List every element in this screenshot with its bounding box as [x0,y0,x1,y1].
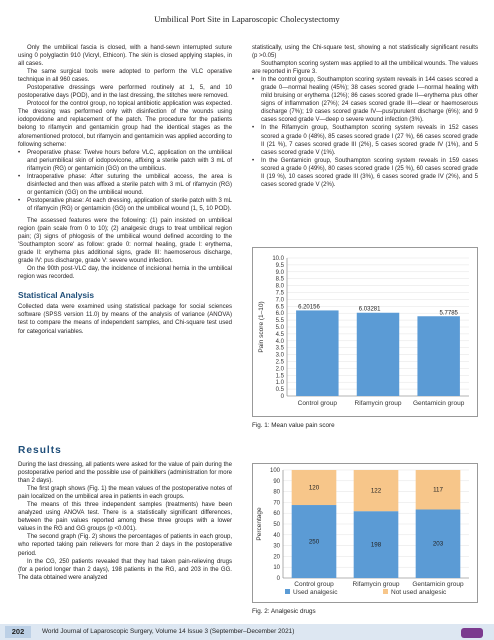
x-tick-label: Gentamicin group [413,400,465,407]
x-tick-label: Control group [294,581,334,588]
running-title: Umbilical Port Site in Laparoscopic Cholecystectomy [154,14,340,24]
legend-label: Used analgesic [293,589,338,596]
list-item: • In the Gentamicin group, Southampton scoring system reveals in 159 cases scored a grade 0 (49%), 80 cases scored grade I (25 %), 60 cases scored grade II (19 %), 10 cases scored grade III (3%), 6 cases scored grade IV (2%), and 5 cases scored grade V (2%). [252,157,478,189]
y-axis-title: Percentage [256,507,263,541]
data-label: 120 [308,484,320,492]
legend-label: Not used analgesic [391,589,447,596]
list-item: • In the control group, Southampton scoring system reveals in 144 cases scored a grade 0—normal healing (45%); 38 cases scored grade I—normal healing with mild bruising or erythema (12%); 86 cases scored grade II—erythema plus other signs of inflammation (27%); 24 cases scored grade III—clear or haemoserous discharge (7%); 19 cases scored grade IV—pus/purulent discharge (6%); and 9 cases scored grade V—deep o severe wound infection (3%). [252,76,478,124]
y-tick-label: 40 [273,532,280,539]
y-tick-label: 3.0 [275,352,284,359]
y-tick-label: 0.5 [275,387,284,394]
pain-score-chart [253,248,477,416]
y-tick-label: 1.0 [275,380,284,387]
results-heading: Results [18,445,62,456]
data-label: 6.20156 [298,304,320,311]
y-tick-label: 60 [273,511,280,518]
y-tick-label: 2.0 [275,366,284,373]
paragraph: Postoperative dressings were performed routinely at 1, 5, and 10 postoperative days (POD), and in the last dressing, the stitches were removed. [18,85,232,100]
y-tick-label: 4.5 [275,331,284,338]
right-column [252,44,478,189]
paragraph: The means of this three independent samples (treatments) have been analyzed using ANOVA test. There is a statistically significant differences, between the pain values reported among these three groups with a lower values in the RG and GG groups (p <0.001). [18,502,232,533]
y-tick-label: 10 [273,565,280,572]
figure-2-chart [252,463,478,603]
list-item: • In the Rifamycin group, Southampton scoring system reveals in 152 cases scored a grade 0 (48%), 85 cases scored grade I (27 %), 66 cases scored grade II (21 %), 7 cases scored grade III (2%), 5 cases scored grade IV (1%), and 5 cases scored grade V (1%). [252,124,478,156]
data-label: 198 [370,541,382,549]
x-tick-label: Rifamycin group [352,581,400,588]
y-tick-label: 4.0 [275,338,284,345]
y-tick-label: 5.0 [275,325,284,331]
y-tick-label: 90 [273,478,280,485]
x-tick-label: Control group [297,400,338,407]
y-tick-label: 5.5 [275,318,284,325]
bar-2 [357,313,399,396]
figure-1-chart [252,247,478,417]
list-item: • Postoperative phase: At each dressing, application of sterile patch with 3 mL of rifamycin (RG) or gentamicin (GG) on the umbilical wound (1, 5, 10 POD). [18,197,232,213]
y-tick-label: 6.5 [275,304,284,311]
list-item: • Preoperative phase: Twelve hours before VLC, application on the umbilical and periumbilical skin of iodopovicone, affixing a sterile patch with 3 mL of rifamycin (RG) or gentamicin (GG) on the umbilicus. [18,149,232,173]
data-label: 250 [308,538,320,546]
page-number: 202 [5,626,31,638]
y-tick-label: 6.0 [275,311,284,318]
y-tick-label: 3.5 [275,345,284,352]
protocol-list [18,149,232,213]
y-tick-label: 9.0 [275,269,284,276]
y-tick-label: 8.5 [275,276,284,283]
paragraph: The assessed features were the following: (1) pain insisted on umbilical region (pain scale from 0 to 10); (2) analgesic drugs to treat umbilical region pain; (3) signs of phlogosis of the umbilical wound defined according to the 'Southampton score' as follow: grade 0: normal healing, grade I: erythema, grade II: erythema plus additional signs, grade III: haemoserous discharge, grade IV: pus discharge, grade V: severe wound infection. [18,217,232,265]
bar-3 [417,316,459,396]
section-heading: Statistical Analysis [18,290,95,301]
paragraph: The second graph (Fig. 2) shows the percentages of patients in each group, who reported taking pain relievers for more than 2 days in the postoperative period. [18,534,232,557]
x-tick-label: Gentamicin group [412,581,464,588]
paragraph: In the CG, 250 patients revealed that they had taken pain-relieving drugs (for a period longer than 2 days), 198 patients in the RG, and 203 in the GG. The data obtained were analyzed [18,558,232,581]
list-item: • Intraoperative phase: After suturing the umbilical access, the area is disinfected and then was affixed a sterile patch with 3 mL of rifamycin (RG) or gentamicin (GG) on the umbilical wound. [18,173,232,197]
data-label: 5.7785 [439,310,458,317]
y-tick-label: 20 [273,554,280,561]
y-tick-label: 0 [276,576,280,582]
y-tick-label: 100 [269,468,280,474]
data-label: 203 [432,540,444,548]
figure-2-caption: Fig. 2: Analgesic drugs [252,608,316,615]
x-tick-label: Rifamycin group [354,400,402,407]
y-tick-label: 2.5 [275,359,284,366]
y-tick-label: 1.5 [275,373,284,380]
legend-swatch [285,589,290,594]
left-column [18,44,232,336]
y-axis-title: Pain score (1–10) [258,301,265,353]
y-tick-label: 9.5 [275,262,284,269]
journal-footer: World Journal of Laparoscopic Surgery, Volume 14 Issue 3 (September–December 2021) [42,628,295,635]
y-tick-label: 80 [273,489,280,496]
paragraph: Protocol for the control group, no topical antibiotic application was expected. The dressing was performed only with disinfection of the wounds using iodopovidone and replacement of the patch. The procedure for the patients belong to rifamycin and gentamicin group had the identical stages as the aforementioned protocol, but rifamycin and gentamicin was applied according to following scheme: [18,101,232,148]
figure-1-caption: Fig. 1: Mean value pain score [252,422,335,429]
paragraph: During the last dressing, all patients were asked for the value of pain during the postoperative period and the possible use of painkillers (administration for more than 2 days). [18,462,232,485]
y-tick-label: 7.5 [275,290,284,297]
bar-1 [296,310,338,396]
paragraph: The first graph shows (Fig. 1) the mean values of the postoperative notes of pain localized on the umbilical area in patients in each groups. [18,486,232,501]
y-tick-label: 30 [273,543,280,550]
y-tick-label: 7.0 [275,297,284,304]
y-tick-label: 70 [273,500,280,507]
legend-swatch [383,589,388,594]
results-text [18,461,232,582]
y-tick-label: 0 [280,394,284,400]
y-tick-label: 8.0 [275,283,284,290]
paragraph: Collected data were examined using statistical package for social sciences software (SPSS version 11.0) by means of the analysis of variance (ANOVA) test to compare the means of independent samples, and Chi-square test used for categorical variables. [18,304,232,335]
paragraph: Southampton scoring system was applied to all the umbilical wounds. The values are reported in Figure 3. [252,61,478,76]
paragraph: Only the umbilical fascia is closed, with a hand-sewn interrupted suture using 0 polyglactin 910 (Vicryl, Ethicon). The skin is closed applying staples, in all cases. [18,45,232,68]
analgesic-drugs-chart [253,464,477,602]
data-label: 6.03281 [358,306,381,313]
data-label: 122 [370,487,382,495]
publisher-logo-icon [461,628,483,638]
paragraph: The same surgical tools were adopted to perform the VLC operative technique in all 960 cases. [18,69,232,84]
data-label: 117 [433,486,443,494]
y-tick-label: 10.0 [272,256,284,262]
paragraph: statistically, using the Chi-square test, showing a not statistically significant results (p >0.05) [252,45,478,60]
paragraph: On the 90th post-VLC day, the incidence of incisional hernia in the umbilical region was recorded. [18,266,232,281]
southampton-list [252,76,478,189]
y-tick-label: 50 [273,522,280,528]
